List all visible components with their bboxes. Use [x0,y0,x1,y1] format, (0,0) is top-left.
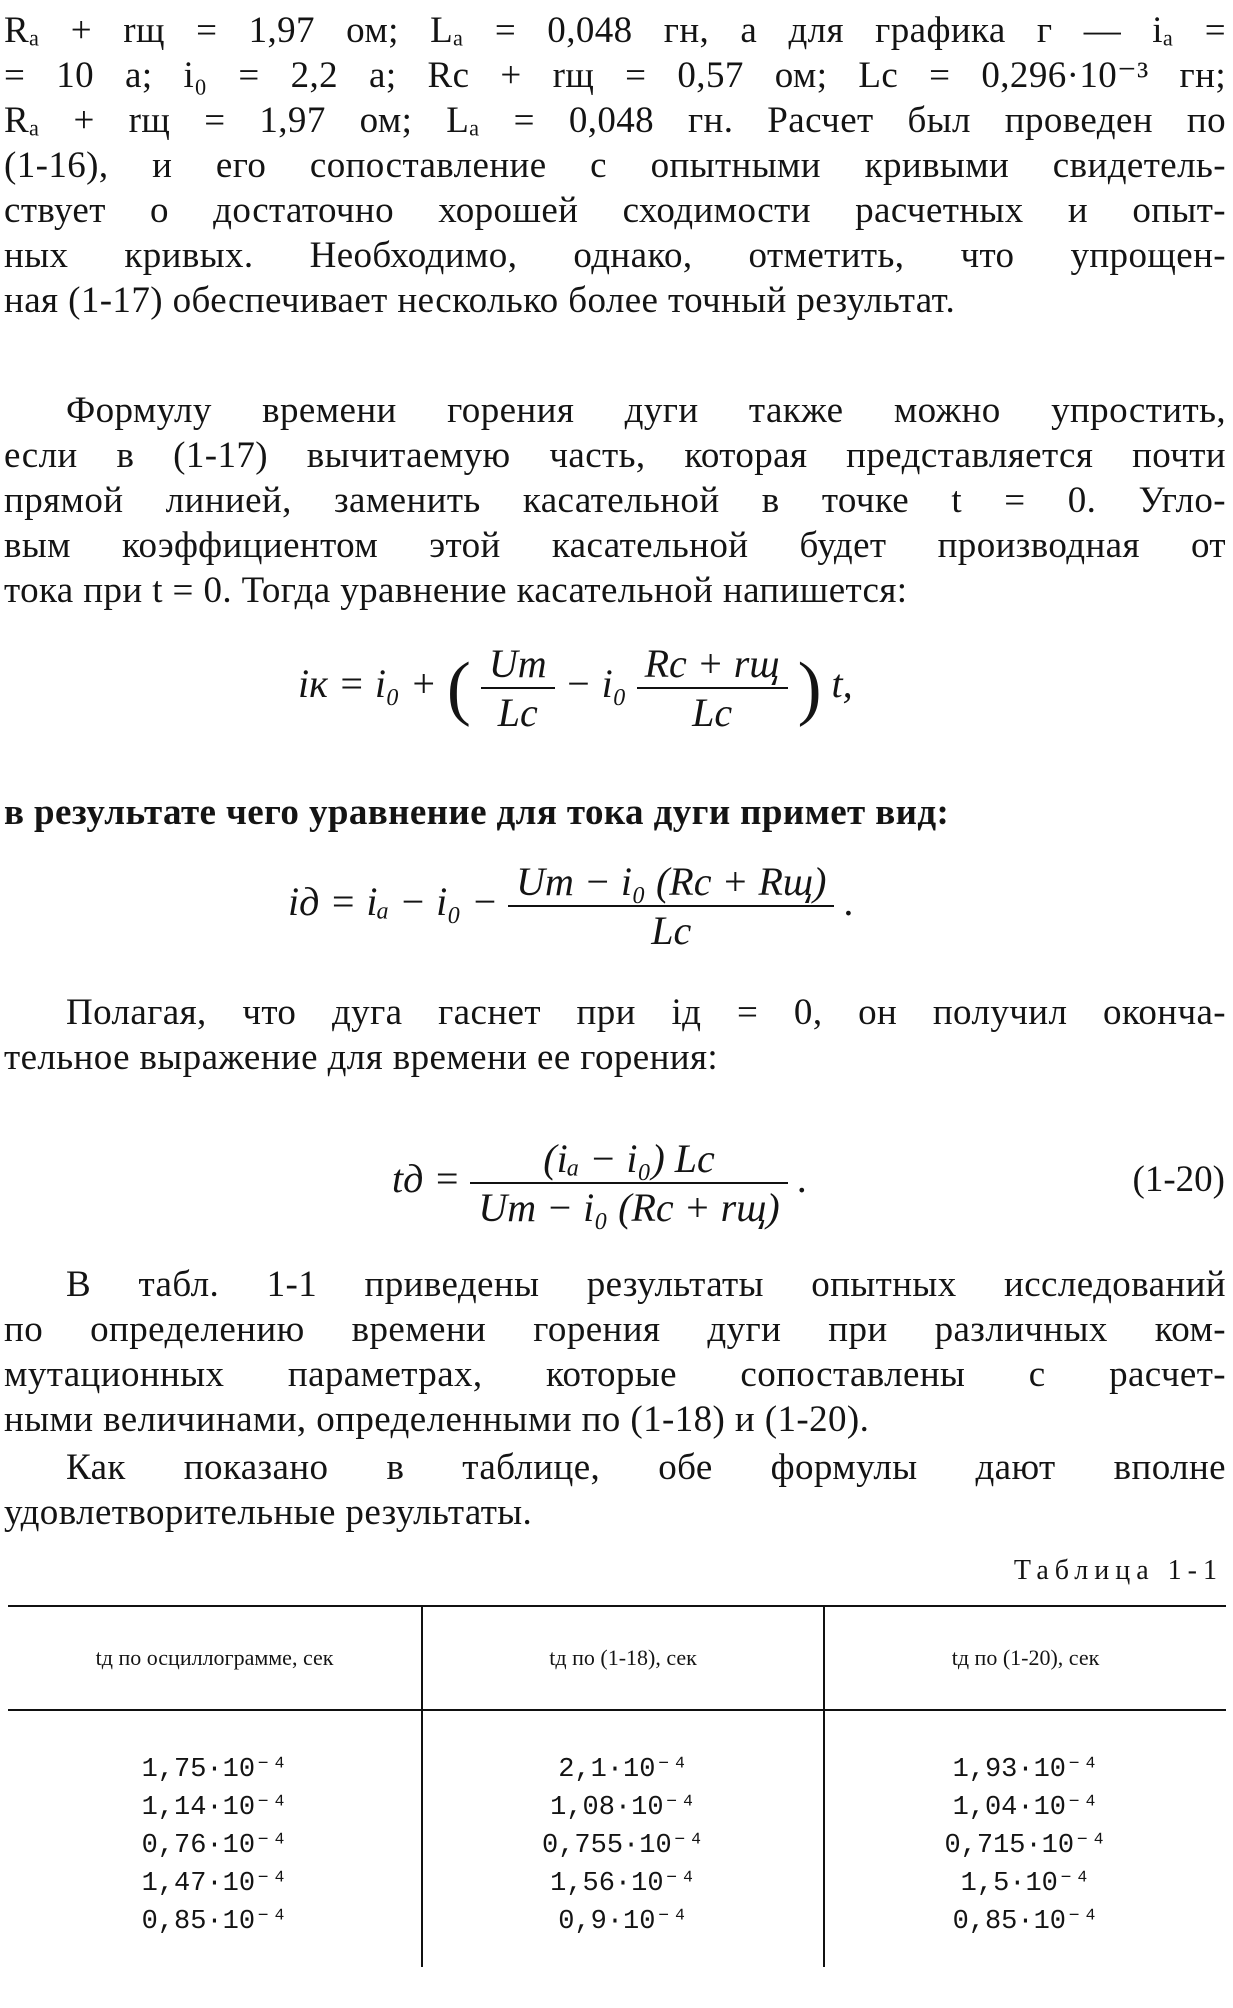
cell-value: 0,85·10⁻⁴ [141,1907,288,1937]
text-line: тока при t = 0. Тогда уравнение касательной напишется: [4,570,908,611]
formula-tail: t, [831,661,853,707]
cell-value: 1,08·10⁻⁴ [550,1793,697,1823]
fraction-numerator: Um [481,640,555,689]
text-line: ствует о достаточно хорошей сходимости расчетных и опыт- [4,190,1226,231]
fraction-denominator: Lс [651,908,692,953]
paren-close: ) [797,647,822,728]
column-header: tд по (1-18), сек [422,1606,824,1710]
text-line: Полагая, что дуга гаснет при iд = 0, он получил оконча- [66,992,1226,1033]
cell-value: 1,5·10⁻⁴ [960,1869,1091,1899]
table-cell-oscillogram [8,1710,422,1967]
cell-value: 1,93·10⁻⁴ [952,1755,1099,1785]
text-line: ная (1-17) обеспечивает несколько более точный результат. [4,280,956,321]
text-line: тельное выражение для времени ее горения: [4,1037,719,1078]
fraction-denominator: Lс [692,690,733,735]
cell-value: 0,755·10⁻⁴ [542,1831,705,1861]
text-line: В табл. 1-1 приведены результаты опытных исследований [66,1264,1226,1305]
fraction-numerator: (iₐ − i₀) Lс [470,1135,787,1184]
table-cell-formula-1-18 [422,1710,824,1967]
cell-value: 0,9·10⁻⁴ [558,1907,688,1937]
paragraph-intro [4,8,1226,323]
cell-value: 2,1·10⁻⁴ [558,1755,688,1785]
formula-lhs: iк = i₀ + [298,661,437,707]
text-line: по определению времени горения дуги при различных ком- [4,1309,1226,1350]
fraction [481,640,555,736]
formula-burn-time [392,1135,808,1231]
text-line: вым коэффициентом этой касательной будет производная от [4,525,1226,566]
cell-value: 1,47·10⁻⁴ [141,1869,288,1899]
text-line: если в (1-17) вычитаемую часть, которая представляется почти [4,435,1226,476]
text-line: мутационных параметрах, которые сопоставлены с расчет- [4,1354,1226,1395]
cell-value: 1,04·10⁻⁴ [952,1793,1099,1823]
cell-value: 0,85·10⁻⁴ [952,1907,1099,1937]
paragraph-extinction [4,990,1226,1080]
cell-value: 1,75·10⁻⁴ [141,1755,288,1785]
equation-number: (1-20) [1132,1159,1225,1200]
cell-value: 1,14·10⁻⁴ [141,1793,288,1823]
text-line: ными величинами, определенными по (1-18) и (1-20). [4,1399,870,1440]
table-header-row [8,1606,1226,1710]
formula-tail: . [797,1156,808,1202]
text-line: Формулу времени горения дуги также можно упростить, [66,390,1226,431]
text-line: Rₐ + rщ = 1,97 ом; Lₐ = 0,048 гн, а для графика г — iₐ = [4,10,1226,51]
paragraph-arc-current [4,790,1226,835]
formula-lhs: tд = [392,1156,461,1202]
paragraph-table-intro [4,1262,1226,1442]
formula-arc-current [288,858,854,954]
text-line: Rₐ + rщ = 1,97 ом; Lₐ = 0,048 гн. Расчет был проведен по [4,100,1226,141]
fraction [470,1135,787,1231]
fraction-denominator: Um − i₀ (Rс + rщ) [478,1185,780,1230]
formula-mid: − i₀ [564,661,627,707]
column-header: tд по осциллограмме, сек [8,1606,422,1710]
text-line: (1-16), и его сопоставление с опытными кривыми свидетель- [4,145,1226,186]
paragraph-conclusion [4,1445,1226,1535]
text-line: ных кривых. Необходимо, однако, отметить, что упрощен- [4,235,1226,276]
cell-value: 0,715·10⁻⁴ [944,1831,1107,1861]
fraction [508,858,834,954]
formula-tangent-current [298,640,853,736]
table-cell-formula-1-20 [824,1710,1226,1967]
results-table [8,1605,1226,1967]
table-caption: Таблица 1-1 [1013,1555,1223,1586]
text-line: прямой линией, заменить касательной в точке t = 0. Угло- [4,480,1226,521]
formula-lhs: iд = iₐ − i₀ − [288,879,499,925]
column-header: tд по (1-20), сек [824,1606,1226,1710]
fraction-numerator: Rс + rщ [637,640,788,689]
fraction [637,640,788,736]
paragraph-tangent [4,388,1226,613]
text-line: удовлетворительные результаты. [4,1492,533,1533]
fraction-numerator: Um − i₀ (Rс + Rщ) [508,858,834,907]
fraction-denominator: Lс [497,690,538,735]
paren-open: ( [446,647,471,728]
text-line: в результате чего уравнение для тока дуги примет вид: [4,792,950,833]
text-line: Как показано в таблице, обе формулы дают вполне [66,1447,1226,1488]
cell-value: 1,56·10⁻⁴ [550,1869,697,1899]
cell-value: 0,76·10⁻⁴ [141,1831,288,1861]
formula-tail: . [844,879,855,925]
table-row [8,1710,1226,1967]
text-line: = 10 а; i₀ = 2,2 а; Rс + rщ = 0,57 ом; Lс = 0,296·10⁻³ гн; [4,55,1226,96]
